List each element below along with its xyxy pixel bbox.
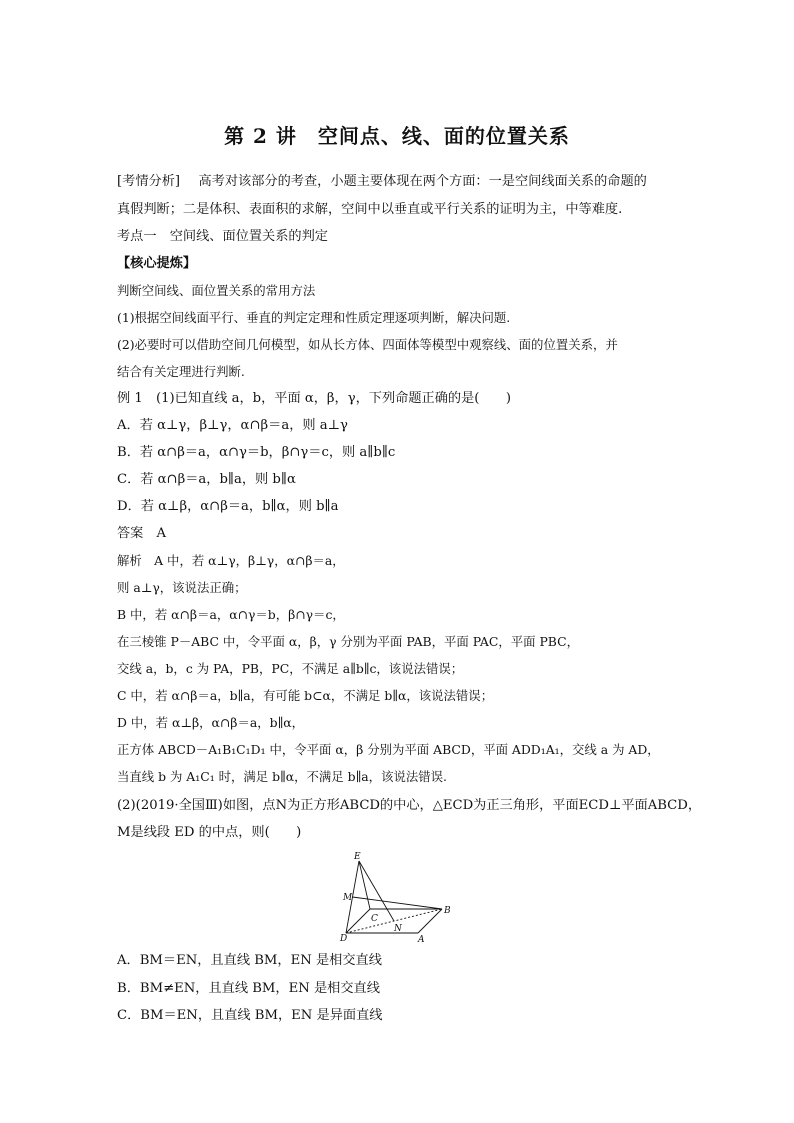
example-2-stem-line-1: (2)(2019·全国Ⅲ)如图，点N为正方形ABCD的中心，△ECD为正三角形，平面ECD⊥平面ABCD， [117, 798, 702, 813]
method-2-line-1: (2)必要时可以借助空间几何模型，如从长方体、四面体等模型中观察线、面的位置关系，并 [117, 337, 618, 352]
example-2-stem-line-2: M是线段 ED 的中点，则( ) [117, 825, 302, 840]
analysis-text-1: 高考对该部分的考查，小题主要体现在两个方面：一是空间线面关系的命题的 [198, 174, 647, 189]
method-2-line-2: 结合有关定理进行判断. [117, 364, 245, 379]
example-1-option-a: A．若 α⊥γ，β⊥γ，α∩β＝a，则 a⊥γ [117, 418, 348, 433]
label-n: N [394, 924, 402, 934]
example-2-option-c: C．BM＝EN，且直线 BM，EN 是异面直线 [117, 1008, 383, 1023]
label-e: E [354, 852, 361, 862]
label-c: C [371, 914, 378, 924]
example-1-option-b: B．若 α∩β＝a，α∩γ＝b，β∩γ＝c，则 a∥b∥c [117, 445, 396, 460]
example-2-option-b: B．BM≠EN，且直线 BM，EN 是相交直线 [117, 981, 380, 996]
solution-line-2: 则 a⊥γ，该说法正确； [117, 580, 247, 595]
example-1-answer: 答案 A [117, 526, 167, 541]
solution-line-9: 当直线 b 为 A₁C₁ 时，满足 b∥α，不满足 b∥a，该说法错误. [117, 769, 447, 784]
solution-line-5: 交线 a，b，c 为 PA，PB，PC，不满足 a∥b∥c，该说法错误； [117, 661, 464, 676]
segment-bm [353, 897, 443, 909]
example-1-option-c: C．若 α∩β＝a，b∥a，则 b∥α [117, 472, 296, 487]
segment-en [359, 861, 394, 921]
edge-ec [359, 861, 370, 909]
solution-line-3: B 中，若 α∩β＝a，α∩γ＝b，β∩γ＝c， [117, 607, 345, 622]
solution-line-1: 解析 A 中，若 α⊥γ，β⊥γ，α∩β＝a， [117, 553, 345, 568]
method-1: (1)根据空间线面平行、垂直的判定定理和性质定理逐项判断，解决问题. [117, 310, 511, 325]
section-heading: 考点一 空间线、面位置关系的判定 [117, 229, 328, 244]
edge-ab [418, 909, 442, 933]
example-1-stem: 例 1 (1)已知直线 a，b，平面 α，β，γ，下列命题正确的是( ) [117, 391, 511, 406]
example-1-option-d: D．若 α⊥β，α∩β＝a，b∥α，则 b∥a [117, 499, 339, 514]
analysis-label: [考情分析] [117, 174, 181, 189]
solution-line-4: 在三棱锥 P－ABC 中，令平面 α，β，γ 分别为平面 PAB，平面 PAC，平面 PBC， [117, 634, 580, 649]
label-a: A [418, 935, 425, 945]
solution-line-6: C 中，若 α∩β＝a，b∥a，有可能 b⊂α，不满足 b∥α，该说法错误； [117, 688, 494, 703]
analysis-line-2: 真假判断；二是体积、表面积的求解，空间中以垂直或平行关系的证明为主，中等难度. [117, 202, 623, 217]
label-m: M [343, 893, 353, 903]
pyramid-diagram [336, 851, 460, 947]
solution-line-7: D 中，若 α⊥β，α∩β＝a，b∥α， [117, 715, 305, 730]
analysis-line-1 [117, 174, 647, 190]
label-b: B [444, 906, 451, 916]
example-2-option-a: A．BM＝EN，且直线 BM，EN 是相交直线 [117, 953, 382, 968]
geometry-figure [336, 851, 460, 947]
page-title: 第 2 讲 空间点、线、面的位置关系 [224, 124, 570, 148]
core-title: 判断空间线、面位置关系的常用方法 [117, 283, 316, 298]
solution-line-8: 正方体 ABCD－A₁B₁C₁D₁ 中，令平面 α，β 分别为平面 ABCD，平面 ADD₁A₁，交线 a 为 AD， [117, 742, 660, 757]
core-label: 【核心提炼】 [117, 256, 197, 271]
label-d: D [340, 934, 348, 944]
